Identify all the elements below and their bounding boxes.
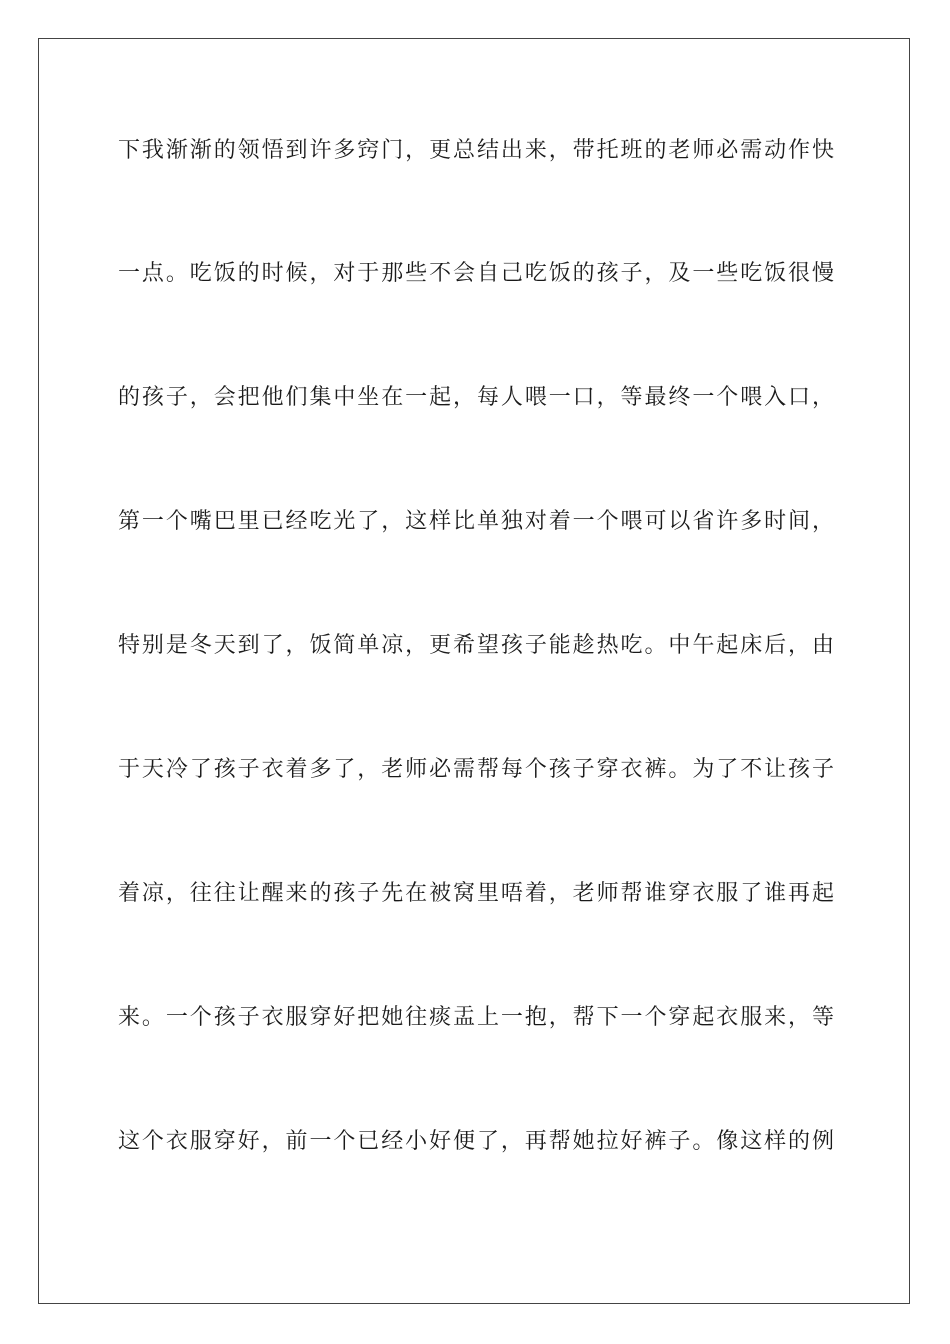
- text-line: 这个衣服穿好，前一个已经小好便了，再帮她拉好裤子。像这样的例: [118, 1129, 834, 1154]
- text-line: 来。一个孩子衣服穿好把她往痰盂上一抱，帮下一个穿起衣服来，等: [118, 1005, 834, 1030]
- text-line: 下我渐渐的领悟到许多窍门，更总结出来，带托班的老师必需动作快: [118, 138, 834, 163]
- text-line: 第一个嘴巴里已经吃光了，这样比单独对着一个喂可以省许多时间，: [118, 509, 834, 534]
- text-line: 一点。吃饭的时候，对于那些不会自己吃饭的孩子，及一些吃饭很慢: [118, 261, 834, 286]
- text-line: 的孩子，会把他们集中坐在一起，每人喂一口，等最终一个喂入口，: [118, 385, 834, 410]
- text-line: 特别是冬天到了，饭简单凉，更希望孩子能趁热吃。中午起床后，由: [118, 633, 834, 658]
- text-line: 着凉，往往让醒来的孩子先在被窝里唔着，老师帮谁穿衣服了谁再起: [118, 881, 834, 906]
- document-page: [38, 38, 910, 1304]
- text-line: 于天冷了孩子衣着多了，老师必需帮每个孩子穿衣裤。为了不让孩子: [118, 757, 834, 782]
